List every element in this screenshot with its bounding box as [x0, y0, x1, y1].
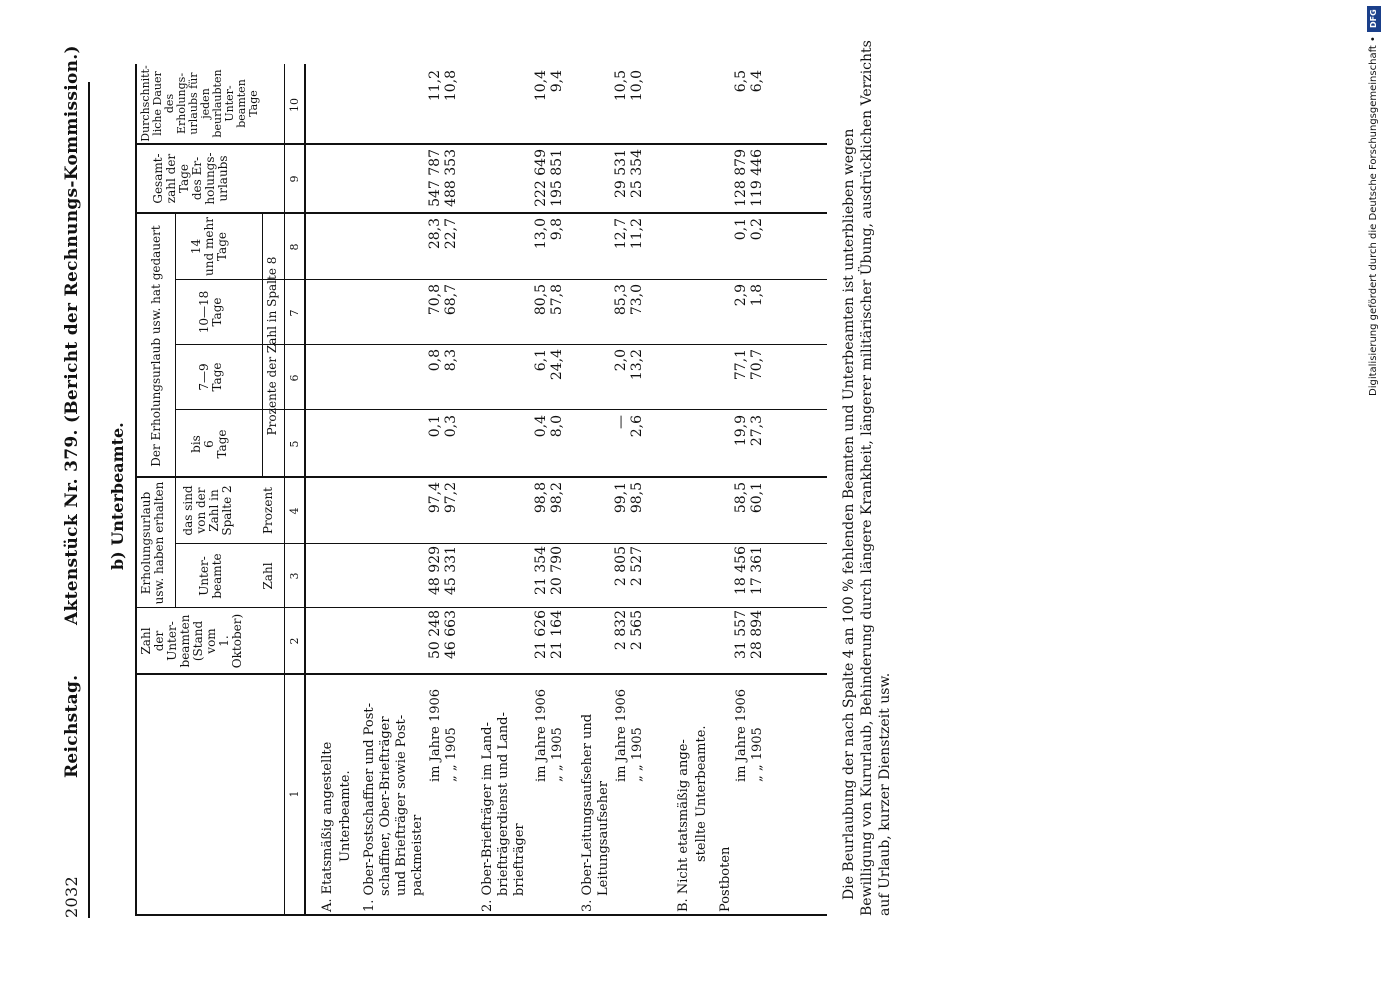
row2-label-2: briefträgerdienst und Land- — [496, 712, 511, 896]
footnote-line-2: Bewilligung von Kururlaub, Behinderung durch längere Krankheit, längerer militärischer Übung, ausdrücklichen Verzichts — [859, 40, 875, 916]
table-cell: 8,3 — [443, 349, 459, 372]
table-cell: 21 626 — [533, 610, 549, 659]
table-cell: 98,2 — [549, 482, 565, 514]
section-a-label-2: Unterbeamte. — [338, 770, 353, 862]
table-cell: 6,5 — [733, 70, 749, 93]
row2-year-1905: „ „ 1905 — [550, 727, 565, 782]
header-col3: Unter- beamte — [197, 553, 224, 599]
table-cell: 0,1 — [733, 218, 749, 241]
table-cell: 10,0 — [629, 70, 645, 102]
table-cell: 25 354 — [629, 149, 645, 198]
colnum-4: 4 — [288, 507, 301, 515]
table-cell: 68,7 — [443, 284, 459, 316]
header-col8: 14 und mehr Tage — [189, 217, 229, 276]
header-left: Reichstag. — [62, 674, 82, 778]
col1-right-rule — [135, 673, 827, 675]
table-cell: 21 354 — [533, 546, 549, 595]
table-cell: 98,8 — [533, 482, 549, 514]
group34-rule — [175, 478, 176, 608]
table-cell: 2 805 — [613, 546, 629, 587]
table-cell: 2 527 — [629, 546, 645, 587]
row1-label-3: und Briefträger sowie Post- — [394, 714, 409, 896]
table-cell: 20 790 — [549, 546, 565, 595]
table-cell: 17 361 — [749, 546, 765, 595]
table-cell: 10,8 — [443, 70, 459, 102]
table-cell: 0,8 — [427, 349, 443, 372]
table-cell: 45 331 — [443, 546, 459, 595]
colnum-6: 6 — [288, 374, 301, 382]
header-bottom-rule — [304, 64, 306, 916]
footnote-line-3: auf Urlaub, kurzer Dienstzeit usw. — [877, 672, 893, 916]
row1-year-1906: im Jahre 1906 — [428, 688, 443, 782]
table-cell: 50 248 — [427, 610, 443, 659]
digitization-credit — [1367, 6, 1381, 396]
section-b-label: B. Nicht etatsmäßig ange- — [676, 739, 691, 912]
table-cell: 11,2 — [427, 70, 443, 102]
table-cell: 119 446 — [749, 149, 765, 207]
table-cell: 10,5 — [613, 70, 629, 102]
colnum-8: 8 — [288, 243, 301, 251]
row2-year-1906: im Jahre 1906 — [534, 688, 549, 782]
row1-label-4: packmeister — [410, 814, 425, 896]
header-rule — [88, 82, 90, 918]
table-cell: 31 557 — [733, 610, 749, 659]
table-cell: 85,3 — [613, 284, 629, 316]
table-cell: 70,7 — [749, 349, 765, 381]
table-cell: 2,9 — [733, 284, 749, 307]
table-cell: 9,4 — [549, 70, 565, 93]
table-cell: 13,2 — [629, 349, 645, 381]
table-cell: 46 663 — [443, 610, 459, 659]
header-group34: Erholungsurlaub usw. haben erhalten — [139, 481, 166, 605]
row3-label-1: 3. Ober-Leitungsaufseher und — [580, 713, 595, 912]
rowB-year-1906: im Jahre 1906 — [734, 688, 749, 782]
table-cell: 97,2 — [443, 482, 459, 514]
row1-label-2: schaffner, Ober-Briefträger — [378, 716, 393, 896]
table-cell: 2 565 — [629, 610, 645, 651]
section-a-label: A. Etatsmäßig angestellte — [320, 741, 335, 912]
table-cell: 0,2 — [749, 218, 765, 241]
row3-year-1906: im Jahre 1906 — [614, 688, 629, 782]
header-col2: Zahl der Unter- beamten (Stand vom 1. Oktober) — [139, 613, 244, 669]
table-cell: 73,0 — [629, 284, 645, 316]
row3-label-2: Leitungsaufseher — [596, 780, 611, 896]
row1-year-1905: „ „ 1905 — [444, 727, 459, 782]
table-cell: 128 879 — [733, 149, 749, 207]
table-cell: 22,7 — [443, 218, 459, 250]
table-cell: 28 894 — [749, 610, 765, 659]
table-cell: 0,1 — [427, 415, 443, 438]
col4-right-rule — [135, 476, 827, 478]
header-col7: 10—18 Tage — [197, 290, 224, 334]
table-cell: 10,4 — [533, 70, 549, 102]
colnum-2: 2 — [288, 637, 301, 645]
table-cell: 6,1 — [533, 349, 549, 372]
header-col58-unit: Prozente der Zahl in Spalte 8 — [265, 256, 279, 436]
rowB-label-1: Postboten — [718, 846, 733, 912]
table-cell: 60,1 — [749, 482, 765, 514]
header-title: Aktenstück Nr. 379. (Bericht der Rechnungs-Kommission.) — [62, 45, 82, 625]
table-cell: 97,4 — [427, 482, 443, 514]
table-cell: 13,0 — [533, 218, 549, 250]
table-cell: 9,8 — [549, 218, 565, 241]
colnum-10: 10 — [288, 98, 301, 112]
rowB-year-1905: „ „ 1905 — [750, 727, 765, 782]
table-cell: 2 832 — [613, 610, 629, 651]
table-cell: 19,9 — [733, 415, 749, 447]
header-col3-unit: Zahl — [261, 562, 275, 590]
table-cell: 1,8 — [749, 284, 765, 307]
group58-rule — [175, 214, 176, 478]
header-group58: Der Erholungsurlaub usw. hat gedauert — [149, 225, 163, 467]
header-col6: 7—9 Tage — [197, 362, 224, 392]
header-col5: bis 6 Tage — [189, 429, 229, 459]
colnum-1: 1 — [288, 790, 301, 798]
table-cell: — — [613, 415, 629, 429]
table-cell: 98,5 — [629, 482, 645, 514]
table-cell: 18 456 — [733, 546, 749, 595]
table-cell: 222 649 — [533, 149, 549, 207]
row2-label-1: 2. Ober-Briefträger im Land- — [480, 722, 495, 912]
table-cell: 2,6 — [629, 415, 645, 438]
table-cell: 6,4 — [749, 70, 765, 93]
colnum-7: 7 — [288, 309, 301, 317]
table-cell: 58,5 — [733, 482, 749, 514]
row3-year-1905: „ „ 1905 — [630, 727, 645, 782]
table-cell: 28,3 — [427, 218, 443, 250]
col8-right-rule — [135, 212, 827, 214]
table-cell: 27,3 — [749, 415, 765, 447]
table-left-rule — [135, 914, 827, 916]
table-cell: 195 851 — [549, 149, 565, 207]
colnum-5: 5 — [288, 440, 301, 448]
footnote-line-1: Die Beurlaubung der nach Spalte 4 an 100 % fehlenden Beamten und Unterbeamten ist unterblieben wegen — [841, 128, 857, 900]
section-b-label-2: stellte Unterbeamte. — [694, 725, 709, 862]
dfg-logo: DFG — [1367, 6, 1381, 32]
row1-label-1: 1. Ober-Postschaffner und Post- — [362, 702, 377, 912]
table-cell: 24,4 — [549, 349, 565, 381]
col-number-rule — [284, 64, 285, 916]
table-cell: 48 929 — [427, 546, 443, 595]
col2-right-rule — [135, 607, 827, 608]
table-cell: 8,0 — [549, 415, 565, 438]
header-col4: das sind von der Zahl in Spalte 2 — [181, 485, 234, 536]
table-cell: 29 531 — [613, 149, 629, 198]
table-cell: 77,1 — [733, 349, 749, 381]
table-top-rule — [135, 64, 137, 916]
table-cell: 99,1 — [613, 482, 629, 514]
table-cell: 21 164 — [549, 610, 565, 659]
table-cell: 80,5 — [533, 284, 549, 316]
header-col10: Durchschnitt- liche Dauer des Erholungs- urlaubs für jeden beurlaubten Unter- beamten Tage — [139, 65, 260, 142]
table-cell: 0,3 — [443, 415, 459, 438]
table-cell: 11,2 — [629, 218, 645, 250]
colnum-9: 9 — [288, 175, 301, 183]
section-title: b) Unterbeamte. — [108, 422, 127, 570]
header-col4-unit: Prozent — [261, 487, 275, 535]
table-cell: 0,4 — [533, 415, 549, 438]
col9-right-rule — [135, 143, 827, 145]
table-cell: 488 353 — [443, 149, 459, 207]
header-col9: Gesamt- zahl der Tage des Er- holungs- urlaubs — [151, 152, 230, 205]
row2-label-3: briefträger — [512, 823, 527, 896]
page-number: 2032 — [62, 876, 81, 918]
table-cell: 12,7 — [613, 218, 629, 250]
colnum-3: 3 — [288, 572, 301, 580]
unit58-rule — [262, 214, 263, 478]
table-cell: 547 787 — [427, 149, 443, 207]
table-cell: 2,0 — [613, 349, 629, 372]
table-cell: 57,8 — [549, 284, 565, 316]
table-cell: 70,8 — [427, 284, 443, 316]
digitization-credit-text: Digitalisierung gefördert durch die Deutsche Forschungsgemeinschaft • — [1368, 36, 1379, 396]
